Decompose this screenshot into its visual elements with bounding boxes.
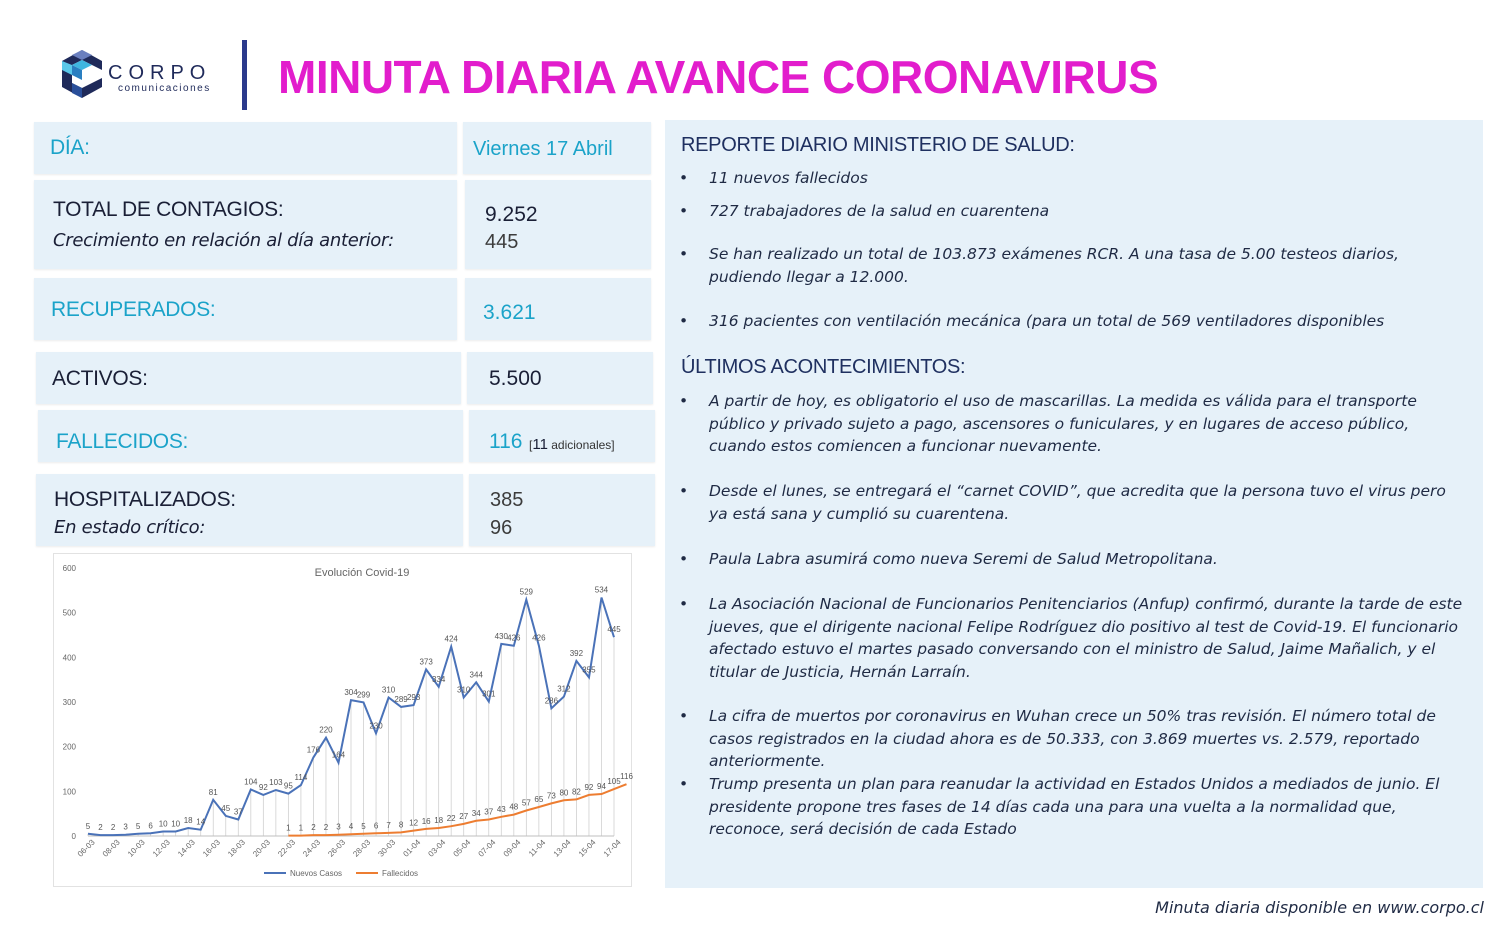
- data-label: 10: [158, 819, 168, 829]
- event-item: [679, 548, 1469, 571]
- data-label: 426: [532, 633, 546, 643]
- event-item: [679, 773, 1469, 841]
- activos-label-box: [36, 352, 461, 404]
- y-tick-label: 300: [62, 698, 76, 707]
- fallecidos-label: FALLECIDOS:: [56, 430, 189, 453]
- data-label: 45: [221, 803, 231, 813]
- report-item-text: 316 pacientes con ventilación mecánica (para un total de 569 ventiladores disponibles: [709, 312, 1385, 330]
- report-item-text: 727 trabajadores de la salud en cuarentena: [709, 202, 1050, 220]
- y-tick-label: 600: [62, 564, 76, 573]
- data-label: 8: [398, 820, 404, 830]
- y-tick-label: 0: [71, 832, 76, 841]
- data-label: 2: [323, 823, 329, 833]
- event-item-text: Trump presenta un plan para reanudar la actividad en Estados Unidos a mediados de junio. El presidente propone tres fases de 14 días cada una para una vuelta a la normalidad que, reconoce, será decisión de cada Estado: [709, 775, 1440, 838]
- data-label: 104: [244, 777, 258, 787]
- contagios-value-box: [465, 180, 651, 269]
- report-item-text: Se han realizado un total de 103.873 exámenes RCR. A una tasa de 5.00 testeos diarios, pudiendo llegar a 12.000.: [709, 245, 1399, 286]
- data-label: 22: [446, 814, 456, 824]
- x-tick-label: 26-03: [326, 837, 348, 859]
- fallecidos-label-box: [38, 410, 463, 462]
- data-label: 373: [419, 657, 433, 667]
- crecimiento-value: 445: [485, 231, 519, 253]
- data-label: 80: [559, 788, 569, 798]
- bullet-dot: •: [679, 312, 689, 330]
- report-item: [679, 167, 1469, 190]
- data-label: 1: [298, 823, 304, 833]
- data-label: 6: [373, 821, 379, 831]
- x-tick-label: 28-03: [351, 837, 373, 859]
- report-panel: [665, 120, 1483, 888]
- data-label: 18: [183, 815, 193, 825]
- data-label: 6: [148, 821, 153, 831]
- data-label: 18: [434, 815, 444, 825]
- event-item-text: Desde el lunes, se entregará el “carnet COVID”, que acredita que la persona tuvo el virus pero ya está sana y cumplió su cuarentena.: [709, 482, 1446, 523]
- data-label: 65: [534, 794, 544, 804]
- bullet-dot: •: [679, 202, 689, 220]
- data-label: 116: [620, 772, 633, 782]
- data-label: 334: [431, 674, 446, 684]
- x-tick-label: 17-04: [601, 837, 623, 859]
- bullet-dot: •: [679, 392, 689, 410]
- data-label: 286: [544, 696, 559, 706]
- x-tick-label: 13-04: [551, 837, 573, 859]
- footer-note: Minuta diaria disponible en www.corpo.cl: [1155, 898, 1484, 917]
- data-label: 312: [557, 684, 571, 694]
- event-item-text: Paula Labra asumirá como nueva Seremi de Salud Metropolitana.: [709, 550, 1218, 568]
- x-tick-label: 05-04: [451, 837, 473, 859]
- data-label: 529: [519, 587, 534, 597]
- bullet-dot: •: [679, 707, 689, 725]
- contagios-label: TOTAL DE CONTAGIOS:: [53, 198, 284, 221]
- activos-value-box: [467, 352, 653, 404]
- event-item: [679, 480, 1469, 525]
- data-label: 2: [311, 823, 316, 833]
- data-label: 424: [444, 634, 458, 644]
- x-tick-label: 20-03: [251, 837, 272, 859]
- event-item-text: La cifra de muertos por coronavirus en Wuhan crece un 50% tras revisión. El número total de casos registrados en la ciudad ahora es de 50.333, con 3.869 muertes vs. 2.579, reportado anteriormente.: [709, 707, 1436, 770]
- activos-value: 5.500: [489, 367, 542, 390]
- activos-label: ACTIVOS:: [52, 367, 148, 390]
- logo-subtitle: comunicaciones: [118, 83, 211, 94]
- bullet-dot: •: [679, 595, 689, 613]
- recuperados-label: RECUPERADOS:: [51, 298, 216, 321]
- dia-value-box: [463, 122, 651, 174]
- event-item: [679, 390, 1469, 458]
- contagios-value: 9.252: [485, 203, 538, 226]
- data-label: 2: [110, 823, 116, 833]
- data-label: 95: [283, 781, 293, 791]
- hospitalizados-value: 385: [490, 489, 524, 511]
- header-divider: [242, 40, 247, 110]
- data-label: 3: [336, 822, 341, 832]
- hospitalizados-label: HOSPITALIZADOS:: [54, 488, 236, 511]
- page-title: MINUTA DIARIA AVANCE CORONAVIRUS: [278, 51, 1159, 103]
- x-tick-label: 14-03: [176, 837, 197, 859]
- bullet-dot: •: [679, 550, 689, 568]
- x-tick-label: 03-04: [426, 837, 448, 859]
- data-label: 48: [509, 802, 519, 812]
- bullet-dot: •: [679, 775, 689, 793]
- fallecidos-value: 116: [489, 430, 523, 453]
- event-item-text: La Asociación Nacional de Funcionarios Penitenciarios (Anfup) confirmó, durante la tarde de este jueves, que el dirigente nacional Felipe Rodríguez dio positivo al test de Covid-19. El funcionario afectado estuvo el martes pasado conversando con el ministro de Salud, Jaime Mañalich, y el titular de Justicia, Hernán Larraín.: [709, 595, 1463, 681]
- data-label: 230: [369, 721, 383, 731]
- data-label: 426: [507, 633, 521, 643]
- hospitalizados-label-box: [36, 474, 463, 546]
- data-label: 12: [409, 818, 419, 828]
- bullet-dot: •: [679, 245, 689, 263]
- event-item: [679, 593, 1469, 683]
- fallecidos-extra-text: adicionales]: [547, 438, 615, 452]
- data-label: 4: [348, 822, 354, 832]
- x-tick-label: 22-03: [276, 837, 298, 859]
- hospitalizados-value-box: [469, 474, 655, 546]
- dia-value: Viernes 17 Abril: [473, 138, 613, 160]
- y-tick-label: 500: [62, 608, 76, 618]
- recuperados-label-box: [34, 278, 457, 340]
- dia-label-box: [34, 122, 457, 174]
- dia-label: DÍA:: [50, 136, 90, 159]
- data-label: 5: [85, 821, 91, 831]
- data-label: 293: [406, 693, 421, 703]
- crecimiento-label: Crecimiento en relación al día anterior:: [53, 230, 394, 251]
- data-label: 92: [584, 782, 594, 792]
- data-label: 3: [123, 822, 128, 832]
- y-tick-label: 100: [62, 787, 76, 797]
- report-item-text: 11 nuevos fallecidos: [709, 169, 868, 187]
- report-item: [679, 243, 1469, 288]
- event-item-text: A partir de hoy, es obligatorio el uso de mascarillas. La medida es válida para el transporte público y privado sujeto a pago, ascensores o funiculares, y en lugares de acceso público, cuando estos comiencen a funcionar nuevamente.: [709, 392, 1417, 455]
- covid-chart: [53, 553, 632, 887]
- x-tick-label: 24-03: [301, 837, 323, 859]
- data-label: 73: [546, 791, 556, 801]
- y-tick-label: 200: [62, 742, 76, 752]
- corpo-logo: [58, 48, 228, 100]
- data-label: 304: [344, 688, 358, 698]
- x-tick-label: 12-03: [150, 837, 172, 859]
- data-label: 37: [233, 807, 243, 817]
- data-label: 37: [484, 807, 494, 817]
- data-label: 105: [607, 777, 621, 787]
- x-tick-label: 30-03: [376, 837, 398, 859]
- data-label: 5: [361, 821, 366, 831]
- data-label: 82: [571, 787, 581, 797]
- data-label: 81: [208, 787, 218, 797]
- data-label: 16: [421, 816, 431, 826]
- data-label: 14: [196, 817, 206, 827]
- x-tick-label: 06-03: [75, 837, 97, 859]
- corpo-logo-icon: [58, 48, 106, 100]
- data-label: 27: [459, 811, 469, 821]
- fallecidos-extra-number: 11: [532, 436, 548, 453]
- data-label: 92: [258, 782, 268, 792]
- data-label: 7: [386, 820, 391, 830]
- recuperados-value: 3.621: [483, 301, 536, 324]
- data-label: 2: [98, 823, 103, 833]
- fallecidos-extra-bracket: [: [529, 438, 533, 452]
- data-label: 220: [319, 725, 333, 735]
- recuperados-value-box: [465, 278, 651, 340]
- legend-label: Nuevos Casos: [290, 869, 343, 878]
- x-tick-label: 11-04: [526, 838, 548, 859]
- x-tick-label: 01-04: [401, 837, 423, 859]
- data-label: 5: [135, 821, 141, 831]
- chart-title: Evolución Covid-19: [314, 567, 410, 579]
- fallecidos-value-box: [469, 410, 655, 462]
- y-tick-label: 400: [62, 653, 76, 663]
- data-label: 355: [582, 665, 596, 675]
- x-tick-label: 18-03: [226, 837, 247, 859]
- data-label: 43: [496, 804, 506, 814]
- logo-brand: CORPO: [108, 62, 212, 84]
- data-label: 392: [569, 648, 584, 658]
- data-label: 176: [306, 745, 321, 755]
- data-label: 164: [331, 750, 346, 760]
- data-label: 310: [457, 685, 471, 695]
- data-label: 114: [294, 773, 308, 783]
- data-label: 1: [286, 823, 291, 833]
- data-label: 289: [394, 694, 408, 704]
- data-label: 34: [471, 808, 481, 818]
- x-tick-label: 08-03: [100, 837, 122, 859]
- x-tick-label: 10-03: [125, 837, 147, 859]
- data-label: 301: [482, 689, 496, 699]
- report-item: [679, 310, 1469, 333]
- report-title: REPORTE DIARIO MINISTERIO DE SALUD:: [681, 134, 1075, 156]
- data-label: 534: [594, 585, 609, 595]
- data-label: 94: [597, 782, 606, 792]
- data-label: 430: [494, 631, 508, 641]
- data-label: 103: [269, 777, 283, 787]
- event-item: [679, 705, 1469, 773]
- fallecidos-extra: [529, 436, 615, 453]
- legend-label: Fallecidos: [382, 869, 419, 878]
- bullet-dot: •: [679, 482, 689, 500]
- critico-label: En estado crítico:: [54, 517, 206, 538]
- data-label: 445: [607, 625, 621, 635]
- x-tick-label: 09-04: [501, 837, 523, 859]
- data-label: 344: [469, 670, 483, 680]
- covid-chart-svg: [54, 554, 633, 888]
- bullet-dot: •: [679, 169, 689, 187]
- x-tick-label: 16-03: [201, 837, 222, 859]
- events-title: ÚLTIMOS ACONTECIMIENTOS:: [681, 356, 966, 378]
- contagios-label-box: [34, 180, 457, 269]
- x-tick-label: 15-04: [576, 837, 598, 859]
- data-label: 299: [356, 690, 371, 700]
- critico-value: 96: [490, 517, 513, 539]
- x-tick-label: 07-04: [476, 837, 498, 859]
- report-item: [679, 200, 1469, 223]
- data-label: 57: [521, 798, 531, 808]
- data-label: 10: [171, 819, 181, 829]
- data-label: 310: [381, 685, 396, 695]
